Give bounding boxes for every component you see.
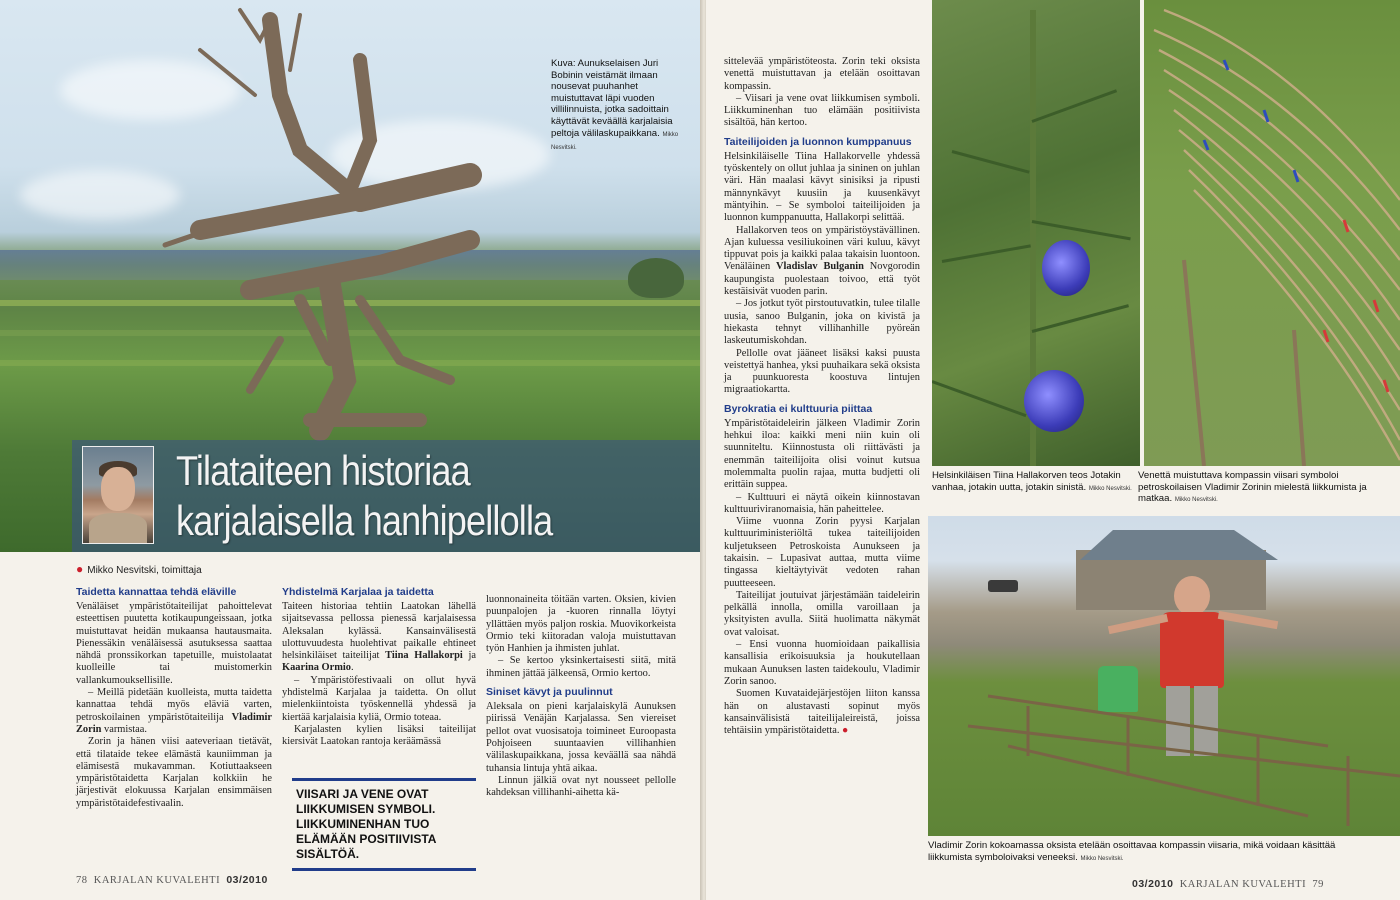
- paragraph: Viime vuonna Zorin pyysi Karjalan kulttuuriministeriöltä tukea taiteilijoiden kuljetukseen Petroskoista Aunukseen ja takaisin. – Lupasivat auttaa, mutta viime tingassa kieltäytyivät vedoten rahan puutteeseen.: [724, 516, 920, 589]
- right-page: [706, 0, 1400, 900]
- paragraph: Hallakorven teos on ympäristöystävällinen. Ajan kuluessa vesiliukoinen väri kuluu, kävyt tippuvat pois ja kaikki palaa takaisin luontoon. Venäläinen Vladislav Bulganin Novgorodin kaupungista puolestaan toivoo, että työt kestäisivät vuoden parin.: [724, 224, 920, 298]
- title-line-1: Tilataiteen historiaa: [176, 447, 470, 494]
- paragraph: Pellolle ovat jääneet lisäksi kaksi puusta veistettyä hanhea, yksi puuhaikara sekä oksista ja puunkuoresta koostuva lintujen migraatiokartta.: [724, 347, 920, 396]
- pull-quote: VIISARI JA VENE OVAT LIIKKUMISEN SYMBOLI. LIIKKUMINENHAN TUO ELÄMÄÄN POSITIIVISTA SISÄLTÖÄ.: [292, 778, 476, 871]
- paragraph: luonnonaineita töitään varten. Oksien, kivien puunpalojen ja -kuoren rinnalla löytyi yllättäen myös paljon roskia. Muovikorkeista Ormio teki kiitoradan valoja muistuttavan työn Hanhien ja ihmisten juhlat.: [486, 594, 676, 655]
- end-mark-icon: ●: [842, 725, 849, 737]
- paragraph: – Meillä pidetään kuolleista, mutta taidetta kannattaa tehdä myös eläviä varten, petroskoilainen ympäristötaiteilija Vladimir Zorin varmistaa.: [76, 687, 272, 735]
- photo-vladimir-zorin: [928, 516, 1400, 836]
- paragraph: Taiteen historiaa tehtiin Laatokan lähellä sijaitsevassa pellossa pienessä karjalaisessa Aleksalan kylässä. Kansainvälisestä ulottuvuudesta huolehtivat paikalle ehtineet helsinkiläiset taiteilijat Tiina Hallakorpi ja Kaarina Ormio.: [282, 601, 476, 674]
- paragraph: – Se kertoo yksinkertaisesti siitä, mitä ihminen jättää jälkeensä, Ormio kertoo.: [486, 655, 676, 679]
- title-line-2: karjalaisella hanhipellolla: [176, 497, 553, 544]
- subheading-taiteilijoiden: Taiteilijoiden ja luonnon kumppanuus: [724, 135, 912, 148]
- left-column-2: [282, 586, 476, 749]
- paragraph: Zorin ja hänen viisi aateveriaan tietävät, että tilataide tekee elämästä kauniimman ja elämisestä mukavamman. Kotiuttaakseen ympäristötaidetta Karjalan kolkkiin he järjestivät elokuussa Karjalan ensimmäisen ympäristötaidefestivaalin.: [76, 736, 272, 809]
- issue-number: 03/2010: [1132, 878, 1174, 890]
- hero-caption: Kuva: Aunukselaisen Juri Bobinin veistämät ilmaan nousevat puuhanhet muistuttavat läpi vuoden villilinnuista, jotka sadoittain käyttävät keväällä karjalaisia peltoja välilaskupaikkana. Mikko Nesvitski.: [551, 58, 679, 152]
- name-vladimir-zorin: Vladimir Zorin: [76, 711, 272, 735]
- subheading-siniset: Siniset kävyt ja puulinnut: [486, 686, 613, 699]
- page-number: 79: [1312, 879, 1324, 890]
- issue-number: 03/2010: [226, 874, 268, 886]
- right-column-1: [724, 56, 920, 737]
- blue-cone: [1042, 240, 1090, 296]
- folio-left: [76, 874, 268, 886]
- author-portrait: [82, 446, 154, 544]
- caption-people: Vladimir Zorin kokoamassa oksista etelään osoittavaa kompassin viisaria, mikä voidaan käsittää liikkumista symboloivaksi veneeksi. Mikko Nesvitski.: [928, 840, 1336, 863]
- paragraph: – Viisari ja vene ovat liikkumisen symboli. Liikkuminenhan tuo elämään positiivista sisältöä, hän kertoo.: [724, 92, 920, 129]
- paragraph: Taiteilijat joutuivat järjestämään taideleirin pelkällä innolla, omilla varoillaan ja yksityisten avulla. Siitä huolimatta näkymät ovat valoisat.: [724, 589, 920, 638]
- hero-credit: Mikko Nesvitski.: [551, 131, 679, 152]
- name-vladislav-bulganin: Vladislav Bulganin: [776, 261, 864, 273]
- caption-nest: Venettä muistuttava kompassin viisari symboloi petroskoilaisen Vladimir Zorinin mielestä liikkumista ja matkaa. Mikko Nesvitski.: [1138, 470, 1367, 505]
- paragraph: Linnun jälkiä ovat nyt nousseet pellolle kahdeksan villihanhi-aihetta kä-: [486, 774, 676, 799]
- page-number: 78: [76, 875, 88, 886]
- left-column-3: [486, 594, 676, 799]
- paragraph: – Kulttuuri ei näytä oikein kiinnostavan kulttuuriviranomaisia, hän paheittelee.: [724, 491, 920, 515]
- caption-spruce: Helsinkiläisen Tiina Hallakorven teos Jotakin vanhaa, jotakin uutta, jotakin sinistä. Mikko Nesvitski.: [932, 470, 1132, 493]
- folio-right: [1132, 878, 1324, 890]
- paragraph: Helsinkiläiselle Tiina Hallakorvelle yhdessä työskentely on ollut juhlaa ja sininen on juhlan väri. Hän maalasi kävyt sinisiksi ja ripusti männynkävyt kuusiin ja kuusenkävyt mäntyihin. – Se symboloi taiteilijoiden ja luonnon kumppanuutta, Hallakorpi selittää.: [724, 150, 920, 224]
- photo-branch-compass: [1144, 0, 1400, 466]
- subheading-taidetta: Taidetta kannattaa tehdä eläville: [76, 586, 237, 598]
- paragraph: – Jos jotkut työt pirstoutuvatkin, tulee tilalle uusia, sanoo Bulganin, joka on kivistä ja hiekasta tehnyt villihanhille pyöreän laskeutumiskohdan.: [724, 298, 920, 347]
- blue-cone: [1024, 370, 1084, 432]
- magazine-name: KARJALAN KUVALEHTI: [93, 875, 221, 886]
- paragraph: – Ympäristöfestivaali on ollut hyvä yhdistelmä Karjalaa ja taidetta. On ollut mielenkiintoista työskennellä yhdessä ja kiertää karjalaisia kyliä, Ormio toteaa.: [282, 674, 476, 723]
- author-byline: ● Mikko Nesvitski, toimittaja: [76, 562, 202, 576]
- paragraph: Ympäristötaideleirin jälkeen Vladimir Zorin hehkui iloa: kaikki meni niin kuin oli suunniteltu. Kiinnostusta oli riittävästi ja enemmän taiteilijoita olisi voinut kutsua molemmalta puolin rajaa, mutta budjetti oli erittäin suppea.: [724, 417, 920, 491]
- photo-blue-cones-spruce: [932, 0, 1140, 466]
- paragraph: Karjalasten kylien lisäksi taiteilijat kiersivät Laatokan rantoja keräämässä: [282, 723, 476, 748]
- subheading-byrokratia: Byrokratia ei kulttuuria piittaa: [724, 402, 873, 415]
- paragraph: sittelevää ympäristöteosta. Zorin teki oksista venettä muistuttavan ja etelään osoittavan kompassin.: [724, 56, 920, 92]
- paragraph: Suomen Kuvataidejärjestöjen liiton kanssa hän on alustavasti sopinut myös kansainvälisistä taiteilijaleireistä, joissa tehtäisiin ympäristötaidetta. ●: [724, 688, 920, 737]
- left-column-1: [76, 586, 272, 810]
- subheading-yhdistelma: Yhdistelmä Karjalaa ja taidetta: [282, 586, 434, 598]
- article-title: [176, 446, 552, 546]
- bullet-icon: ●: [76, 562, 84, 576]
- paragraph: – Ensi vuonna huomioidaan paikallisia kansallisia erikoisuuksia ja houkutellaan mukaan Aunuksen lasten taidekoulu, Vladimir Zorin sanoo.: [724, 639, 920, 687]
- paragraph: Venäläiset ympäristötaiteilijat pahoittelevat esteettisen puutetta kotikaupungeissaan, jotka muistuttavat heidän mukaansa hautausmaita. Pienessäkin venäläisessä asutuksessa saattaa nähdä pronssikorkan tapetuille, muistolaatat kuolleille tai muistomerkin vallankumouksellisille.: [76, 601, 272, 686]
- paragraph: Aleksala on pieni karjalaiskylä Aunuksen piirissä Venäjän Karjalassa. Sen viereiset pellot ovat vuosisatoja toimineet Euroopasta Pohjoiseen suuntaavien villihanhien välilaskupaikkana, jossa keväällä saa nähdä tuhansia lintuja yhtä aikaa.: [486, 701, 676, 774]
- magazine-name: KARJALAN KUVALEHTI: [1179, 879, 1307, 890]
